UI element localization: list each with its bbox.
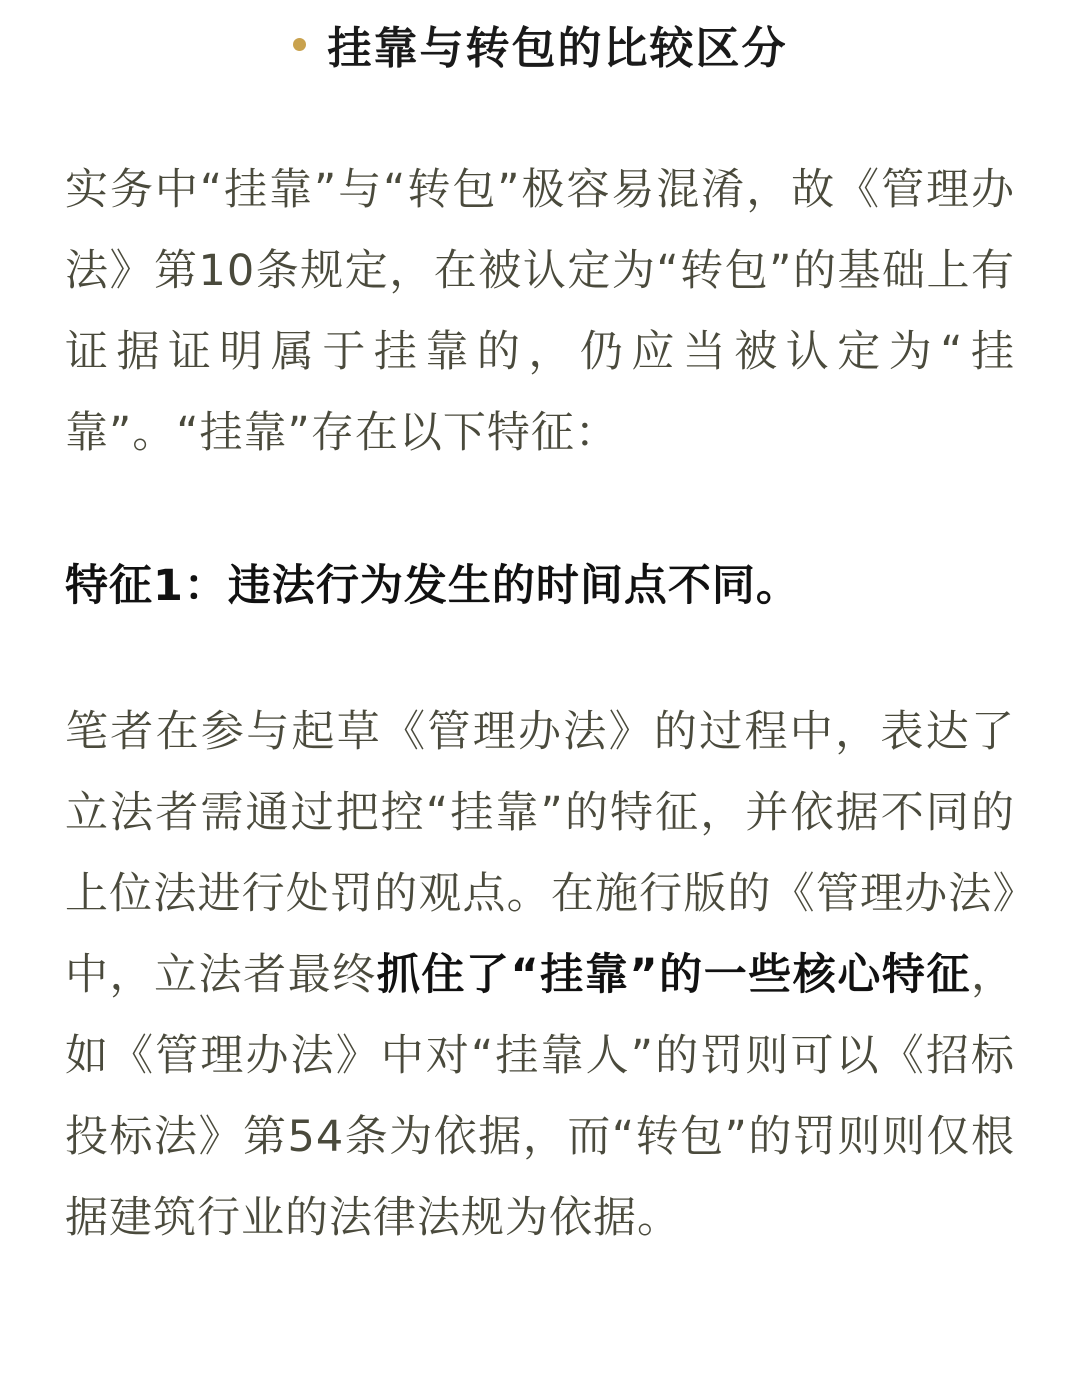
- bullet-dot-icon: [293, 38, 306, 51]
- body-text-part2: ，如《管理办法》中对“挂靠人”的罚则可以《招标投标法》第54条为依据，而“转包”的罚则则仅根据建筑行业的法律法规为依据。: [65, 950, 1015, 1243]
- intro-text: 实务中“挂靠”与“转包”极容易混淆，故《管理办法》第10条规定，在被认定为“转包”的基础上有证据证明属于挂靠的，仍应当被认定为“挂靠”。“挂靠”存在以下特征：: [65, 165, 1015, 458]
- body-text-part1: 笔者在参与起草《管理办法》的过程中，表达了立法者需通过把控“挂靠”的特征，并依据不同的上位法进行处罚的观点。在施行版的《管理办法》中，立法者最终: [65, 707, 1015, 1000]
- intro-paragraph: [65, 150, 1015, 474]
- body-paragraph: [65, 692, 1015, 1259]
- body-text-bold: 抓住了“挂靠”的一些核心特征: [376, 950, 971, 1000]
- section-heading: [0, 14, 1080, 74]
- section-title: 挂靠与转包的比较区分: [327, 23, 788, 74]
- feature-1-heading: 特征1：违法行为发生的时间点不同。: [65, 561, 800, 611]
